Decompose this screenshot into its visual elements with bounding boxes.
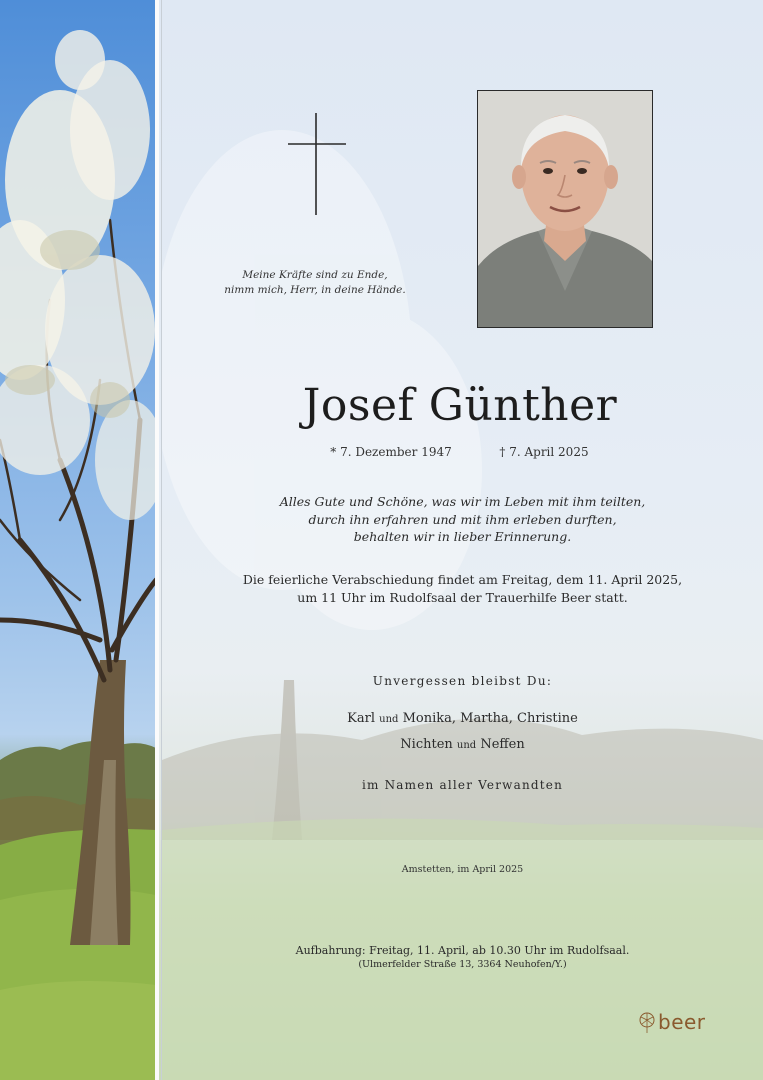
mourner-group: Nichten — [400, 737, 453, 752]
logo-text: beer — [658, 1010, 706, 1034]
ceremony-line: um 11 Uhr im Rudolfsaal der Trauerhilfe Beer statt. — [297, 589, 628, 605]
mourner-names: Monika, Martha, Christine — [402, 711, 578, 726]
cross-icon — [288, 113, 346, 215]
place-date: Amstetten, im April 2025 — [401, 864, 524, 875]
ceremony-text — [162, 571, 763, 606]
divider-stripe — [155, 0, 159, 1080]
ceremony-line: Die feierliche Verabschiedung findet am Freitag, dem 11. April 2025, — [242, 572, 683, 587]
birth-date: * 7. Dezember 1947 — [330, 445, 452, 459]
portrait-photo — [477, 90, 653, 328]
viewing-info: Aufbahrung: Freitag, 11. April, ab 10.30 Uhr im Rudolfsaal. — [295, 944, 630, 957]
blossom-tree-photo — [0, 0, 156, 1080]
quote-line: Meine Kräfte sind zu Ende, — [242, 269, 388, 281]
beer-logo — [638, 1010, 718, 1036]
conjunction: und — [456, 740, 477, 751]
conjunction: und — [379, 714, 399, 725]
memory-text — [162, 493, 763, 546]
relatives-line: im Namen aller Verwandten — [361, 778, 564, 792]
mourners-line-1 — [162, 711, 763, 726]
deceased-name: Josef Günther — [302, 380, 618, 431]
memory-line: behalten wir in lieber Erinnerung. — [353, 529, 572, 544]
dandelion-icon — [638, 1012, 656, 1034]
memory-line: durch ihn erfahren und mit ihm erleben durften, — [308, 511, 617, 527]
mourners-line-2 — [162, 737, 763, 752]
mourner-group: Neffen — [480, 737, 525, 752]
viewing-address: (Ulmerfelder Straße 13, 3364 Neuhofen/Y.) — [358, 959, 567, 970]
death-date: † 7. April 2025 — [499, 445, 589, 459]
quote-line: nimm mich, Herr, in deine Hände. — [224, 284, 406, 296]
memory-line: Alles Gute und Schöne, was wir im Leben mit ihm teilten, — [279, 494, 646, 509]
mourner-name: Karl — [347, 711, 375, 726]
unforgotten-heading: Unvergessen bleibst Du: — [372, 674, 553, 688]
quote — [205, 268, 425, 298]
